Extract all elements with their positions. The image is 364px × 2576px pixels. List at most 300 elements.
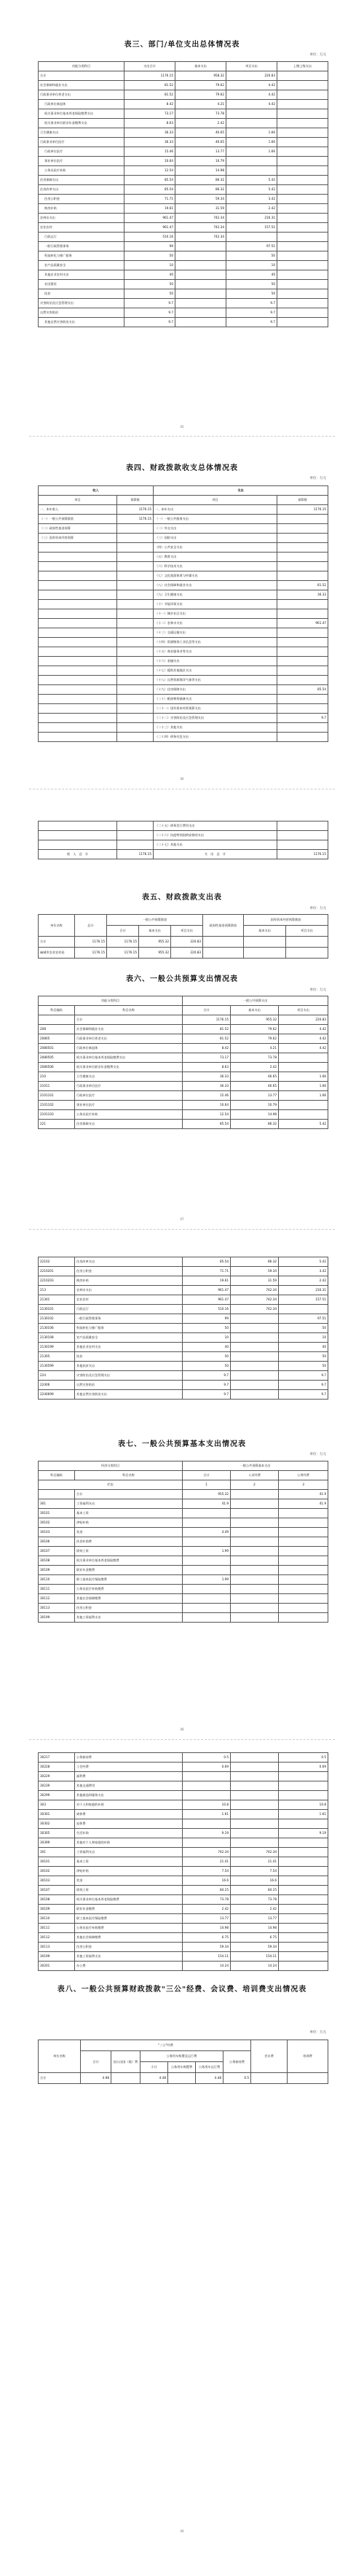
table-cell: 14.98 — [175, 166, 226, 176]
table-row — [39, 1267, 328, 1276]
table-cell: 4.42 — [226, 81, 277, 90]
table-cell — [231, 1791, 279, 1800]
table-cell: 工资福利支出 — [75, 1848, 183, 1857]
table-cell: 30299 — [39, 1791, 75, 1800]
table-cell: 19.61 — [183, 1276, 231, 1286]
table-cell — [231, 1838, 279, 1848]
table-cell — [231, 1763, 279, 1772]
table-cell: 农产品质量安全 — [39, 261, 124, 270]
table-cell: 19.61 — [124, 204, 175, 214]
table-cell: 5.42 — [226, 185, 277, 195]
table-cell: 742.34 — [175, 223, 226, 233]
table-cell — [183, 1772, 231, 1781]
table-cell — [279, 1594, 328, 1604]
table-cell — [39, 685, 117, 695]
table-cell: （三）国防支出 — [154, 534, 277, 543]
table-row — [39, 1333, 328, 1343]
table-cell: 15.46 — [183, 1091, 231, 1101]
table-row — [39, 1867, 328, 1876]
table-row — [39, 1120, 328, 1129]
table-cell: 10 — [226, 261, 277, 270]
table-row — [39, 1838, 328, 1848]
table-cell: 2210201 — [39, 1267, 75, 1276]
table-row — [39, 1286, 328, 1295]
table-cell: 1.99 — [183, 1547, 231, 1556]
table-cell — [277, 214, 328, 223]
table-cell: 合计 — [75, 1490, 183, 1499]
table-cell: 50 — [183, 1362, 231, 1371]
table-cell — [277, 223, 328, 233]
table-cell: 基本工资 — [75, 1509, 183, 1518]
table-cell: 31.59 — [231, 1276, 279, 1286]
table-row — [39, 676, 328, 685]
table-cell: 2.42 — [183, 1905, 231, 1914]
table-cell — [286, 948, 328, 959]
table-cell: （十六）金融支出 — [154, 657, 277, 666]
table-cell: 其他商品和服务支出 — [75, 1791, 183, 1800]
table-row — [39, 1034, 328, 1044]
table-cell: 8.63 — [124, 119, 175, 128]
table-row — [39, 1905, 328, 1914]
table-cell — [231, 1566, 279, 1575]
table-cell: 1.66 — [226, 147, 277, 157]
table-cell: 30101 — [39, 1509, 75, 1518]
table-cell: 73.17 — [124, 109, 175, 119]
table-cell — [277, 157, 328, 166]
table-cell: 50 — [226, 289, 277, 299]
table-cell: 220.83 — [226, 71, 277, 81]
table-cell: （二十四）债务付息支出 — [154, 733, 277, 742]
table-cell — [277, 308, 328, 318]
table-cell — [279, 1819, 328, 1829]
table-row — [39, 1781, 328, 1791]
table-cell — [39, 628, 117, 638]
table-cell: 36.33 — [183, 1072, 231, 1082]
table-row — [39, 1362, 328, 1371]
table-cell: 机关事业单位职业年金缴费支出 — [75, 1063, 183, 1072]
table-cell: 2080501 — [39, 1044, 75, 1053]
table-cell — [277, 251, 328, 261]
table5-header-cell: 基本支出 — [139, 926, 171, 937]
table-cell — [279, 1895, 328, 1905]
table-cell: 30113 — [39, 1604, 75, 1613]
page-number: 07 — [180, 1217, 184, 1221]
table-cell: 30228 — [39, 1763, 75, 1772]
table4-header-cell: 项目 — [39, 496, 117, 505]
page-divider — [29, 1739, 335, 1740]
table-cell: 14.24 — [183, 1962, 231, 1971]
table5-header-cell: 国有资本经营预算拨款 — [244, 915, 328, 926]
table-cell: 1.66 — [226, 128, 277, 138]
table-row — [39, 176, 328, 185]
table-cell: 农林水支出 — [39, 214, 124, 223]
table-cell: 离休费 — [75, 1810, 183, 1819]
table-cell: 9.7 — [226, 299, 277, 308]
table-cell: 2.42 — [231, 1905, 279, 1914]
table-cell: 麻城市农业农村局 — [39, 948, 75, 959]
table-cell: （二）政府性基金预算 — [39, 524, 117, 534]
table7-header-cell: 科目名称 — [75, 1471, 183, 1480]
table-cell: 16.6 — [231, 1876, 279, 1886]
table-row — [39, 1295, 328, 1305]
table-cell — [277, 733, 328, 742]
table-row — [39, 831, 328, 840]
table7-header-cell: 公用经费 — [279, 1471, 328, 1480]
table-row — [39, 1585, 328, 1594]
table-cell: 其他扶贫支出 — [75, 1362, 183, 1371]
table-cell — [231, 1575, 279, 1585]
table-cell — [175, 242, 226, 251]
table4-title: 表四、财政拨款收支总体情况表 — [126, 464, 238, 472]
table6-continued — [38, 1257, 328, 1400]
table-cell: 21.41 — [231, 1857, 279, 1867]
table3 — [38, 61, 328, 327]
table-cell: （二十六）抗疫特别国债安排的支出 — [154, 831, 277, 840]
table-cell: 购房补贴 — [75, 1276, 183, 1286]
table-row — [39, 214, 328, 223]
table-cell: （二）外交支出 — [154, 524, 277, 534]
table-cell: （二十一）国有资本经营预算支出 — [154, 704, 277, 714]
table-cell: 4.42 — [226, 100, 277, 109]
table-row — [39, 1962, 328, 1971]
table-cell: 41.9 — [279, 1499, 328, 1509]
table-cell — [277, 676, 328, 685]
table3-unit: 单位：万元 — [309, 53, 326, 57]
table-row — [39, 128, 328, 138]
table-cell — [277, 543, 328, 553]
table-cell: 46.65 — [231, 1082, 279, 1091]
table-cell — [39, 723, 117, 733]
table8-unit: 单位：万元 — [309, 2031, 326, 2034]
table-cell — [111, 2073, 141, 2084]
table-cell — [279, 1933, 328, 1943]
table-cell: 10.64 — [183, 1101, 231, 1110]
table-cell: 住房改革支出 — [75, 1257, 183, 1267]
table8-header-cell: 小计 — [141, 2062, 168, 2073]
table-row — [39, 1566, 328, 1575]
table-cell: 办公费 — [75, 1962, 183, 1971]
table4-unit: 单位：万元 — [309, 477, 326, 480]
table4-header-cell: 项目 — [154, 496, 277, 505]
table-cell — [279, 1518, 328, 1528]
table-cell — [117, 704, 154, 714]
table-cell: 一、本年收入 — [39, 505, 117, 515]
table8 — [38, 2040, 328, 2084]
table-row — [39, 1819, 328, 1829]
table-cell: 工会经费 — [75, 1763, 183, 1772]
table-cell — [279, 1848, 328, 1857]
table-cell: 住房公积金 — [75, 1604, 183, 1613]
table-cell: 住房公积金 — [39, 195, 124, 204]
table-row — [39, 1044, 328, 1053]
table-cell — [279, 1509, 328, 1518]
table-cell — [117, 723, 154, 733]
table-cell: 伙食补助费 — [75, 1537, 183, 1547]
table-cell: 30301 — [39, 1810, 75, 1819]
table-row — [39, 1613, 328, 1623]
table-row — [39, 157, 328, 166]
table-cell: （四）公共安全支出 — [154, 543, 277, 553]
table-cell: （十）节能环保支出 — [154, 600, 277, 609]
table-cell: 津贴补贴 — [75, 1867, 183, 1876]
table-cell — [231, 1810, 279, 1819]
table8-header-cell: 公务用车购置及运行费 — [141, 2051, 223, 2062]
table-cell — [279, 1962, 328, 1971]
table-row — [39, 1791, 328, 1800]
table-cell — [231, 1800, 279, 1810]
table-cell — [39, 638, 117, 647]
table-cell — [226, 109, 277, 119]
table-cell — [231, 1613, 279, 1623]
table-cell: 220.83 — [171, 948, 203, 959]
table-row — [39, 714, 328, 723]
table-cell — [117, 534, 154, 543]
table5-header-cell: 项目支出 — [286, 926, 328, 937]
table-cell: 其他工资福利支出 — [75, 1952, 183, 1962]
table-cell — [277, 723, 328, 733]
table-cell: 220.83 — [171, 937, 203, 948]
table-row — [39, 695, 328, 704]
table-cell: 自然灾害防治 — [39, 308, 124, 318]
table-cell — [117, 666, 154, 676]
table-cell: 职业年金缴费 — [75, 1905, 183, 1914]
table-cell: 1176.15 — [124, 71, 175, 81]
table-cell — [277, 831, 328, 840]
table-cell — [279, 1952, 328, 1962]
table-cell: （十一）城乡社区支出 — [154, 609, 277, 619]
table-cell — [279, 1547, 328, 1556]
table-row — [39, 1324, 328, 1333]
table-cell: 85.54 — [124, 176, 175, 185]
table3-header-cell: 支出合计 — [124, 62, 175, 71]
table-cell: 30217 — [39, 1753, 75, 1763]
table-cell — [277, 128, 328, 138]
table-cell: 46.65 — [175, 128, 226, 138]
table-cell: 79.62 — [175, 90, 226, 100]
table7-continued — [38, 1752, 328, 1971]
page-number: 05 — [180, 425, 184, 429]
table7-header-cell: 一般公共预算基本支出 — [183, 1461, 328, 1471]
table-row — [39, 223, 328, 233]
table-cell — [39, 714, 117, 723]
table-cell: 2.42 — [175, 119, 226, 128]
table-cell: 50 — [226, 251, 277, 261]
table-cell — [117, 628, 154, 638]
table-row — [39, 1082, 328, 1091]
table-row — [39, 71, 328, 81]
table-cell: 8.42 — [124, 100, 175, 109]
table-cell: 30107 — [39, 1547, 75, 1556]
table-cell — [231, 1556, 279, 1566]
table-cell: 7.54 — [183, 1867, 231, 1876]
table-cell — [183, 1566, 231, 1575]
table-cell — [231, 1772, 279, 1781]
table-cell — [279, 1857, 328, 1867]
table-row — [39, 261, 328, 270]
table-row — [39, 1015, 328, 1025]
table-cell — [279, 1604, 328, 1613]
table-cell: 50 — [124, 289, 175, 299]
table-cell — [231, 1371, 279, 1381]
table-row — [39, 1895, 328, 1905]
table-cell: 22406 — [39, 1381, 75, 1390]
table-cell: 1176.15 — [277, 850, 328, 859]
table-cell: 行政单位离退休 — [39, 100, 124, 109]
table-row — [39, 318, 328, 327]
table-cell: 其他交通费用 — [75, 1781, 183, 1791]
table-cell: 73.78 — [183, 1895, 231, 1905]
table-cell: 0.69 — [183, 1763, 231, 1772]
table6-header-cell: 功能分类科目 — [39, 996, 183, 1006]
table-cell — [277, 299, 328, 308]
table-cell — [277, 138, 328, 147]
table-cell: 1176.15 — [107, 948, 139, 959]
table-row — [39, 1829, 328, 1838]
table-cell: 9.7 — [226, 308, 277, 318]
table-cell: 50 — [279, 1362, 328, 1371]
table-cell: 一般行政管理事务 — [39, 242, 124, 251]
table-cell: 303 — [39, 1800, 75, 1810]
table-cell: 2.42 — [231, 1063, 279, 1072]
table-cell — [231, 1829, 279, 1838]
table5-header-cell: 总计 — [75, 915, 107, 937]
table-cell — [117, 657, 154, 666]
table-cell: 224 — [39, 1371, 75, 1381]
table-cell — [231, 1381, 279, 1390]
table-cell: 机关事业单位基本养老保险缴费 — [75, 1895, 183, 1905]
table-cell: （十九）住房保障支出 — [154, 685, 277, 695]
table8-header-cell: 因公出国（境）费 — [111, 2051, 141, 2073]
table-cell — [183, 1791, 231, 1800]
table-cell — [231, 1819, 279, 1829]
table5 — [38, 914, 328, 959]
table7-unit: 单位：万元 — [309, 1453, 326, 1456]
table-cell — [277, 147, 328, 157]
table-row — [39, 280, 328, 289]
table-cell: 购房补贴 — [39, 204, 124, 214]
table-cell — [117, 524, 154, 534]
table-cell: 9.7 — [279, 1371, 328, 1381]
table-cell: 住房保障支出 — [75, 1120, 183, 1129]
table-cell: 行政运行 — [39, 233, 124, 242]
table-cell: 30111 — [39, 1924, 75, 1933]
table-cell: 30399 — [39, 1838, 75, 1848]
table-cell: 510.16 — [183, 1305, 231, 1314]
table-cell: （八）社会保障和就业支出 — [154, 581, 277, 590]
table6 — [38, 996, 328, 1129]
table-cell — [183, 1537, 231, 1547]
table-cell: （五）教育支出 — [154, 553, 277, 562]
table-cell — [175, 308, 226, 318]
table-cell: 7.54 — [231, 1867, 279, 1876]
table-cell: 30102 — [39, 1867, 75, 1876]
table5-header-cell: 单位名称 — [39, 915, 75, 937]
table-cell: 3.42 — [279, 1267, 328, 1276]
table-cell: 59.34 — [175, 195, 226, 204]
table-cell: 154.11 — [231, 1952, 279, 1962]
table-cell: 30112 — [39, 1594, 75, 1604]
table-cell: 14.98 — [183, 1924, 231, 1933]
table-cell: 36.33 — [183, 1082, 231, 1091]
table-cell: 79.62 — [231, 1025, 279, 1034]
table-row — [39, 1810, 328, 1819]
table-row — [39, 242, 328, 251]
table-cell — [277, 204, 328, 214]
table-cell: 4.48 — [141, 2073, 168, 2084]
table-cell: 扶贫 — [39, 289, 124, 299]
table-cell — [226, 233, 277, 242]
table-cell — [277, 609, 328, 619]
table-row — [39, 647, 328, 657]
table-cell: 742.34 — [231, 1305, 279, 1314]
table-cell — [39, 676, 117, 685]
table-cell: 14.24 — [231, 1962, 279, 1971]
table-cell: 71.71 — [124, 195, 175, 204]
table-cell — [117, 590, 154, 600]
table-cell: 97.51 — [279, 1314, 328, 1324]
table-cell: 16.6 — [183, 1876, 231, 1886]
table-cell — [39, 657, 117, 666]
table-cell — [277, 166, 328, 176]
table-cell: （十二）农林水支出 — [154, 619, 277, 628]
table-cell: 1.61 — [279, 1810, 328, 1819]
table-row — [39, 590, 328, 600]
table-cell — [175, 299, 226, 308]
table-cell — [183, 1819, 231, 1829]
table-cell — [203, 948, 244, 959]
table3-header-cell: 基本支出 — [175, 62, 226, 71]
table-cell — [277, 704, 328, 714]
table-cell: 退休费 — [75, 1819, 183, 1829]
table-cell: 742.34 — [175, 233, 226, 242]
table-cell — [231, 1528, 279, 1537]
table-row — [39, 1876, 328, 1886]
table-cell: 31.59 — [175, 204, 226, 214]
table-cell — [183, 1781, 231, 1791]
table-cell: 其他社会保障缴费 — [75, 1933, 183, 1943]
table-cell: 81.52 — [124, 81, 175, 90]
table-cell: 30113 — [39, 1943, 75, 1952]
table-cell: 46.65 — [231, 1072, 279, 1082]
table-cell: 1176.15 — [75, 937, 107, 948]
table-cell: 2130199 — [39, 1343, 75, 1352]
table-row — [39, 1091, 328, 1101]
table-row — [39, 81, 328, 90]
table-cell: 30229 — [39, 1772, 75, 1781]
table-row — [39, 1763, 328, 1772]
table-cell: 10.8 — [279, 1800, 328, 1810]
table-row — [39, 1800, 328, 1810]
table-cell: 22102 — [39, 1257, 75, 1267]
table-cell: （九）卫生健康支出 — [154, 590, 277, 600]
table-cell: 支 出 总 计 — [154, 850, 277, 859]
table-cell — [277, 195, 328, 204]
table-cell: 合计 — [39, 2073, 81, 2084]
table-cell — [231, 1352, 279, 1362]
table-cell: 9.7 — [124, 318, 175, 327]
table-cell: 9.7 — [183, 1371, 231, 1381]
table-cell — [277, 109, 328, 119]
table-cell: 1.66 — [226, 138, 277, 147]
table-cell: 742.34 — [231, 1295, 279, 1305]
table-cell — [117, 638, 154, 647]
page-number: 08 — [180, 1728, 184, 1731]
table-row — [39, 1072, 328, 1082]
table-cell: 73.78 — [231, 1895, 279, 1905]
table-cell: 行政运行 — [75, 1305, 183, 1314]
table-cell — [279, 1063, 328, 1072]
table-cell — [231, 1781, 279, 1791]
